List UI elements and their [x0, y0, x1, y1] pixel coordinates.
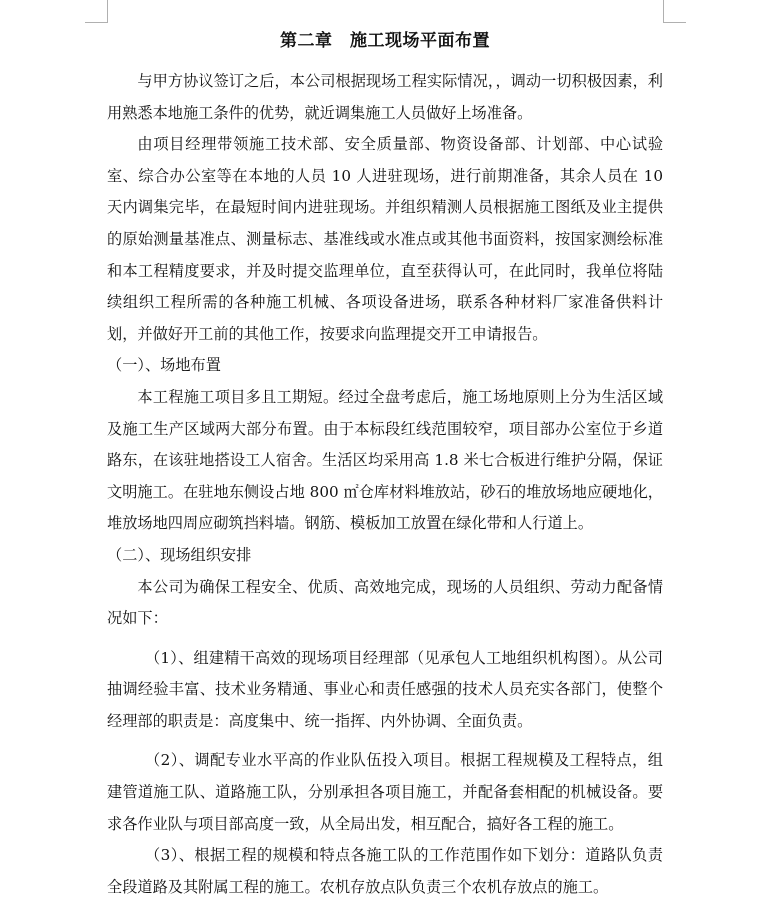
- page-corner-mark-left: [85, 0, 108, 23]
- paragraph-organization-intro: 本公司为确保工程安全、优质、高效地完成，现场的人员组织、劳动力配备情况如下：: [107, 577, 663, 628]
- section-heading-site-layout: （一）、场地布置: [107, 356, 221, 375]
- chapter-title: 第二章 施工现场平面布置: [280, 31, 490, 51]
- section-heading-organization: （二）、现场组织安排: [107, 545, 252, 564]
- paragraph-preparation: 由项目经理带领施工技术部、安全质量部、物资设备部、计划部、中心试验室、综合办公室等在本地的人员 10 人进驻现场，进行前期准备，其余人员在 10 天内调集完毕，在最短时间内进驻现场。并组织精测人员根据施工图纸及业主提供的原始测量基准点、测量标志、基准线或水准点或其他书面资料，按国家测绘标准和本工程精度要求，并及时提交监理单位，直至获得认可，在此同时，我单位将陆续组织工程所需的各种施工机械、各项设备进场，联系各种材料厂家准备供料计划，并做好开工前的其他工作，按要求向监理提交开工申请报告。: [107, 135, 663, 343]
- paragraph-agreement: 与甲方协议签订之后，本公司根据现场工程实际情况，，调动一切积极因素，利用熟悉本地施工条件的优势，就近调集施工人员做好上场准备。: [107, 72, 663, 122]
- paragraph-item-2: （2）、调配专业水平高的作业队伍投入项目。根据工程规模及工程特点，组建管道施工队、道路施工队，分别承担各项目施工，并配备套相配的机械设备。要求各作业队与项目部高度一致，从全局出发，相互配合，搞好各工程的施工。: [107, 751, 663, 833]
- document-page: [107, 28, 663, 903]
- paragraph-item-1: （1）、组建精干高效的现场项目经理部（见承包人工地组织机构图）。从公司抽调经验丰富、技术业务精通、事业心和责任感强的技术人员充实各部门，使整个经理部的职责是：高度集中、统一指挥、内外协调、全面负责。: [107, 648, 663, 730]
- paragraph-item-3: （3）、根据工程的规模和特点各施工队的工作范围作如下划分：道路队负责全段道路及其附属工程的施工。农机存放点队负责三个农机存放点的施工。: [107, 846, 663, 896]
- paragraph-site-layout: 本工程施工项目多且工期短。经过全盘考虑后，施工场地原则上分为生活区域及施工生产区域两大部分布置。由于本标段红线范围较窄，项目部办公室位于乡道路东，在该驻地搭设工人宿舍。生活区均采用高 1.8 米七合板进行维护分隔，保证文明施工。在驻地东侧设占地 800 ㎡仓库材料堆放站，砂石的堆放场地应硬地化，堆放场地四周应砌筑挡料墙。钢筋、模板加工放置在绿化带和人行道上。: [107, 387, 663, 533]
- page-corner-mark-right: [663, 0, 686, 23]
